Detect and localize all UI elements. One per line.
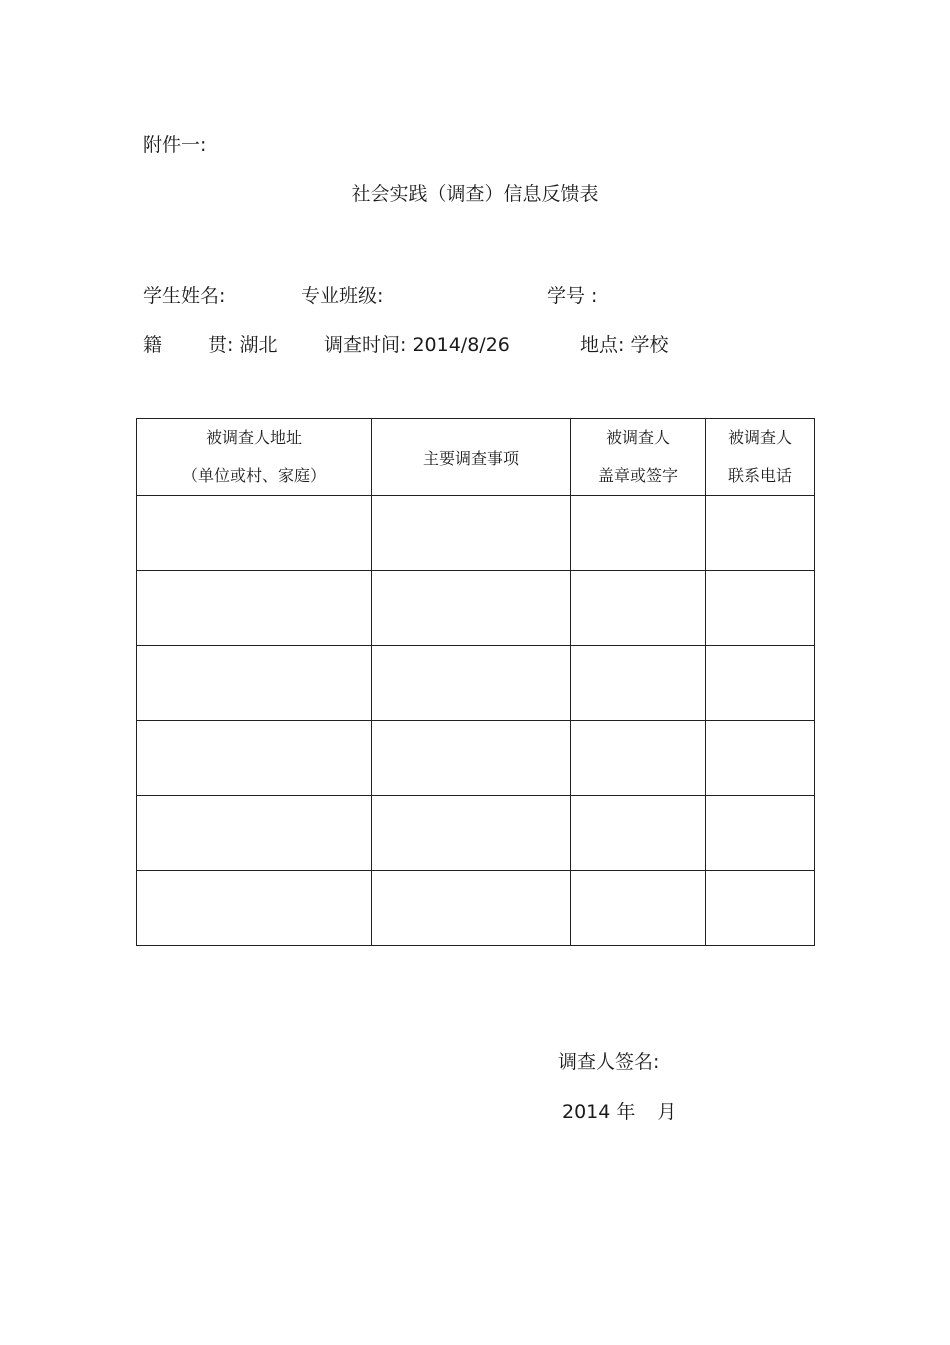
table-cell[interactable] [706,796,815,871]
table-cell[interactable] [137,721,372,796]
header-signature-line1: 被调查人 [605,428,670,447]
table-cell[interactable] [372,871,571,946]
header-phone-line1: 被调查人 [727,428,792,447]
native-place-value: 湖北 [239,334,278,356]
table-cell[interactable] [571,646,706,721]
table-row [137,496,815,571]
class-label: 专业班级: [301,285,384,307]
student-id-label: 学号 : [547,285,598,307]
table-cell[interactable] [571,496,706,571]
native-place-label-char2: 贯: [208,334,234,356]
table-cell[interactable] [706,721,815,796]
table-cell[interactable] [571,796,706,871]
table-cell[interactable] [137,571,372,646]
table-header-row [137,419,815,496]
table-cell[interactable] [137,796,372,871]
survey-time-field [324,330,510,357]
place-label: 地点: [580,334,625,356]
sign-year: 2014 [562,1101,611,1123]
survey-time-value: 2014/8/26 [412,334,510,356]
signer-label: 调查人签名: [558,1051,660,1073]
table-cell[interactable] [372,721,571,796]
header-address [137,419,372,496]
table-cell[interactable] [706,571,815,646]
feedback-table [136,418,815,946]
header-main-items-label: 主要调查事项 [422,448,519,468]
header-signature [571,419,706,496]
table-cell[interactable] [137,646,372,721]
table-row [137,871,815,946]
table-cell[interactable] [372,571,571,646]
place-field [580,330,668,357]
attachment-label: 附件一: [143,134,207,156]
student-name-label: 学生姓名: [143,285,226,307]
native-place-field [143,330,277,357]
header-phone-line2: 联系电话 [727,466,792,485]
sign-year-unit: 年 [616,1101,636,1123]
table-cell[interactable] [571,871,706,946]
header-address-line2: （单位或村、家庭） [181,466,326,485]
native-place-label-char1: 籍 [143,334,163,356]
sign-date [562,1097,676,1124]
table-cell[interactable] [372,796,571,871]
table-row [137,571,815,646]
place-value: 学校 [630,334,669,356]
table-cell[interactable] [372,496,571,571]
table-cell[interactable] [372,646,571,721]
table-row [137,721,815,796]
header-main-items [372,419,571,496]
table-cell[interactable] [137,871,372,946]
survey-time-label: 调查时间: [324,334,407,356]
table-cell[interactable] [571,571,706,646]
table-row [137,796,815,871]
table-cell[interactable] [137,496,372,571]
table-cell[interactable] [706,646,815,721]
table-row [137,646,815,721]
table-cell[interactable] [706,496,815,571]
sign-month-unit: 月 [657,1101,677,1123]
form-title: 社会实践（调查）信息反馈表 [351,183,599,205]
table-cell[interactable] [706,871,815,946]
header-signature-line2: 盖章或签字 [597,466,678,485]
header-address-line1: 被调查人地址 [205,428,302,447]
header-phone [706,419,815,496]
table-cell[interactable] [571,721,706,796]
